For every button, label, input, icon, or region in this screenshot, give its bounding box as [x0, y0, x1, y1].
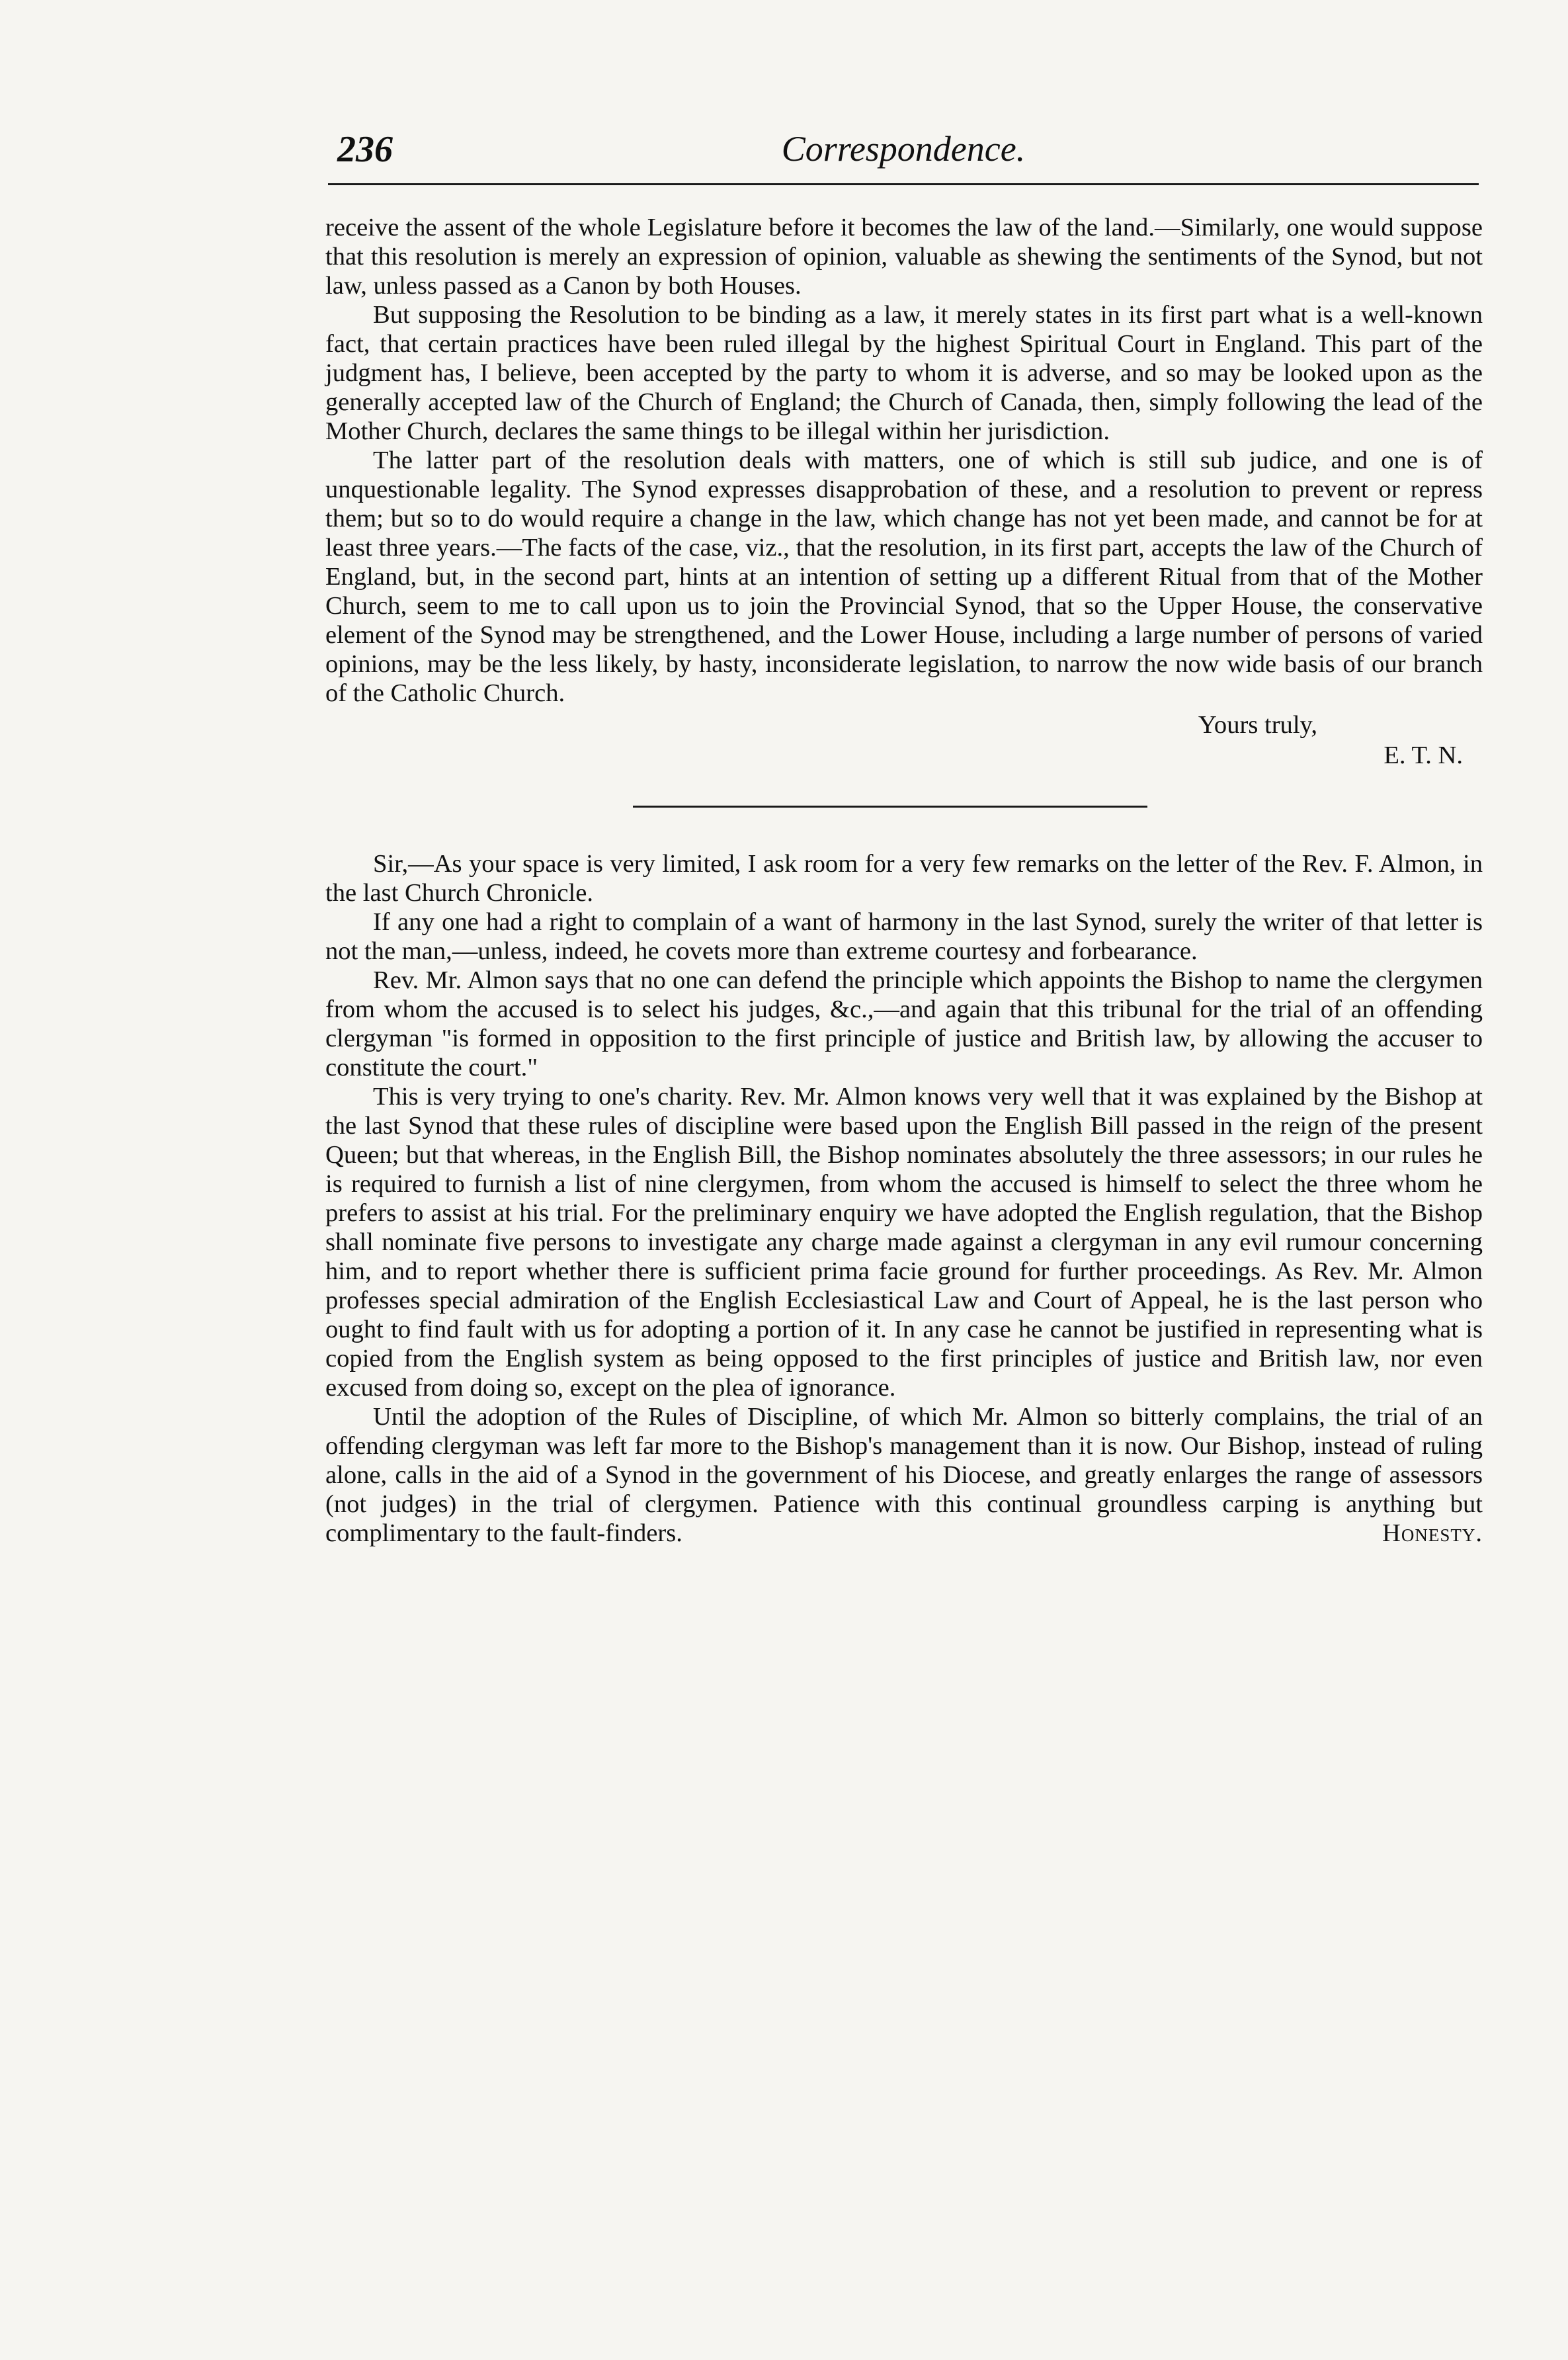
page-header: [328, 112, 1479, 185]
letter2-paragraph-4: This is very trying to one's charity. Rev. Mr. Almon knows very well that it was explained by the Bishop at the last Synod that these rules of discipline were based upon the English Bill passed in the reign of the present Queen; but that whereas, in the English Bill, the Bishop nominates absolutely the three assessors; in our rules he is required to furnish a list of nine clergymen, from whom the accused is himself to select the three whom he prefers to assist at his trial. For the preliminary enquiry we have adopted the English regulation, that the Bishop shall nominate five persons to investigate any charge made against a clergyman in any evil rumour concerning him, and to report whether there is sufficient prima facie ground for further proceedings. As Rev. Mr. Almon professes special admiration of the English Ecclesiastical Law and Court of Appeal, he is the last person who ought to find fault with us for adopting a portion of it. In any case he cannot be justified in representing what is copied from the English system as being opposed to the first principles of justice and British law, nor even excused from doing so, except on the plea of ignorance.: [325, 1083, 1483, 1402]
letter2-paragraph-5: [325, 1402, 1483, 1548]
letter2-paragraph-2: If any one had a right to complain of a want of harmony in the last Synod, surely the writer of that letter is not the man,—unless, indeed, he covets more than extreme courtesy and forbearance.: [325, 908, 1483, 965]
letter1-paragraph-2: But supposing the Resolution to be binding as a law, it merely states in its first part what is a well-known fact, that certain practices have been ruled illegal by the highest Spiritual Court in England. This part of the judgment has, I believe, been accepted by the party to whom it is adverse, and so may be looked upon as the generally accepted law of the Church of England; the Church of Canada, then, simply following the lead of the Mother Church, declares the same things to be illegal within her jurisdiction.: [325, 301, 1483, 445]
separator-rule: [633, 806, 1147, 808]
letter1-paragraph-1: receive the assent of the whole Legislature before it becomes the law of the land.—Similarly, one would suppose that this resolution is merely an expression of opinion, valuable as shewing the sentiments of the Synod, but not law, unless passed as a Canon by both Houses.: [325, 214, 1483, 300]
letter2-signature: Honesty.: [1382, 1519, 1483, 1547]
letter2-paragraph-3: Rev. Mr. Almon says that no one can defend the principle which appoints the Bishop to name the clergymen from whom the accused is to select his judges, &c.,—and again that this tribunal for the trial of an offending clergyman "is formed in opposition to the first principle of justice and British law, by allowing the accuser to constitute the court.": [325, 966, 1483, 1081]
letter2-paragraph-5-text: Until the adoption of the Rules of Discipline, of which Mr. Almon so bitterly complains, the trial of an offending clergyman was left far more to the Bishop's management than it is now. Our Bishop, instead of ruling alone, calls in the aid of a Synod in the government of his Diocese, and greatly enlarges the range of assessors (not judges) in the trial of clergymen. Patience with this continual groundless carping is anything but complimentary to the fault-finders.: [325, 1403, 1483, 1547]
letter1-valediction: Yours truly,: [1198, 711, 1317, 739]
letter1-closing: [325, 708, 1483, 771]
page-body: [325, 213, 1483, 1548]
letter2-paragraph-1: Sir,—As your space is very limited, I ask room for a very few remarks on the letter of the Rev. F. Almon, in the last Church Chronicle.: [325, 850, 1483, 907]
page-number: 236: [337, 129, 393, 170]
running-title: Correspondence.: [781, 129, 1026, 169]
header-rule: [328, 183, 1479, 185]
letter-separator: [325, 771, 1483, 849]
letter1-paragraph-3: The latter part of the resolution deals with matters, one of which is still sub judice, and one is of unquestionable legality. The Synod expresses disapprobation of these, and a resolution to prevent or repress them; but so to do would require a change in the law, which change has not yet been made, and cannot be for at least three years.—The facts of the case, viz., that the resolution, in its first part, accepts the law of the Church of England, but, in the second part, hints at an intention of setting up a different Ritual from that of the Mother Church, seem to me to call upon us to join the Provincial Synod, that so the Upper House, the conservative element of the Synod may be strengthened, and the Lower House, including a large number of persons of varied opinions, may be the less likely, by hasty, inconsiderate legislation, to narrow the now wide basis of our branch of the Catholic Church.: [325, 446, 1483, 707]
letter1-signature: E. T. N.: [1383, 741, 1463, 769]
